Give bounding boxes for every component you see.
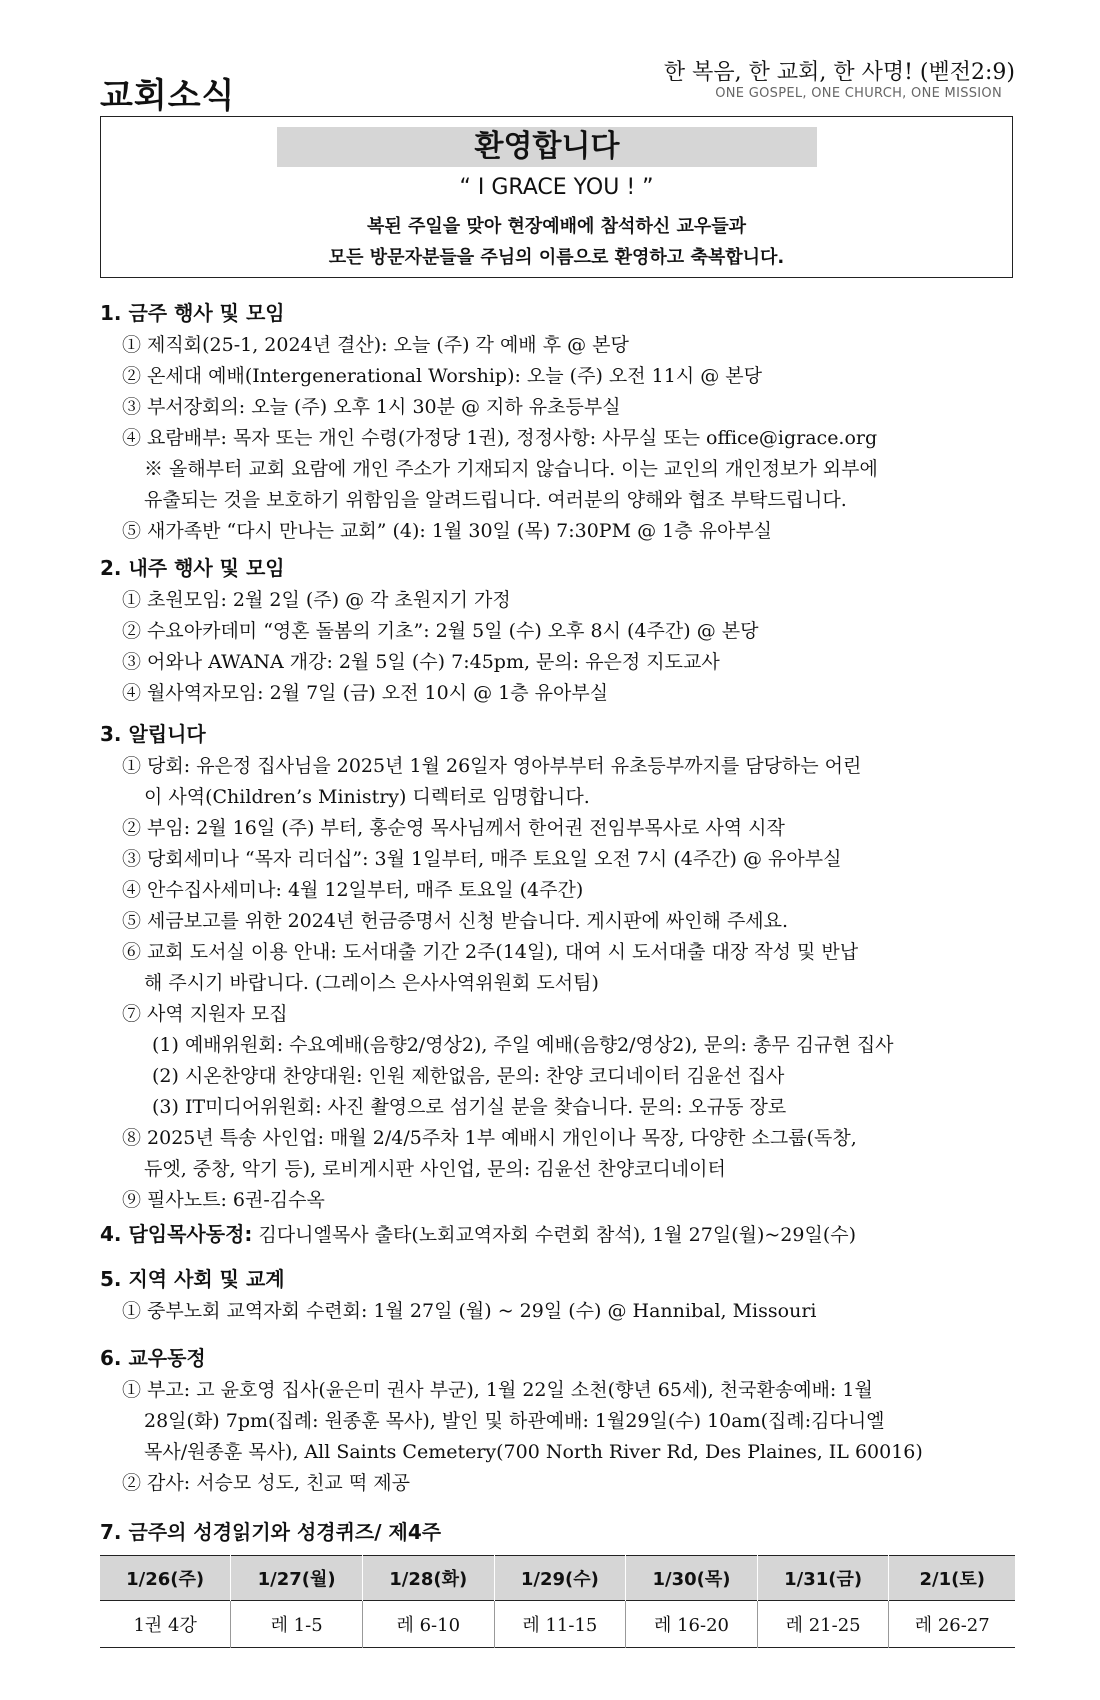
- list-item: ③ 당회세미나 “목자 리더십”: 3월 1일부터, 매주 토요일 오전 7시 (4주간) @ 유아부실: [122, 848, 842, 870]
- list-item: ⑧ 2025년 특송 사인업: 매월 2/4/5주차 1부 예배시 개인이나 목장, 다양한 소그룹(독창,: [122, 1127, 857, 1149]
- section-member-news: [100, 1344, 1020, 1499]
- welcome-box: [100, 116, 1013, 278]
- list-item: ② 감사: 서승모 성도, 친교 떡 제공: [122, 1472, 410, 1494]
- list-item: ④ 안수집사세미나: 4월 12일부터, 매주 토요일 (4주간): [122, 879, 584, 901]
- section-next-week-events: [100, 554, 1020, 709]
- section-heading: 1. 금주 행사 및 모임: [100, 301, 285, 325]
- welcome-message-line: 복된 주일을 맞아 현장예배에 참석하신 교우들과: [366, 216, 747, 237]
- table-header-cell: 1/29(수): [494, 1556, 626, 1601]
- table-cell: 레 1-5: [231, 1601, 363, 1648]
- bible-reading-table: [100, 1555, 1015, 1648]
- list-item-continued: 목사/원종훈 목사), All Saints Cemetery(700 North River Rd, Des Plaines, IL 60016): [144, 1441, 923, 1463]
- sub-list-item: (1) 예배위원회: 수요예배(음향2/영상2), 주일 예배(음향2/영상2), 문의: 총무 김규현 집사: [152, 1034, 894, 1056]
- table-header-cell: 1/31(금): [757, 1556, 889, 1601]
- motto: 한 복음, 한 교회, 한 사명! (벧전2:9): [663, 60, 1015, 85]
- list-item: ⑤ 세금보고를 위한 2024년 헌금증명서 신청 받습니다. 게시판에 싸인해 주세요.: [122, 910, 789, 932]
- list-item: ① 당회: 유은정 집사님을 2025년 1월 26일자 영아부부터 유초등부까지를 담당하는 어린: [122, 755, 862, 777]
- list-item-continued: 듀엣, 중창, 악기 등), 로비게시판 사인업, 문의: 김윤선 찬양코디네이터: [144, 1158, 726, 1180]
- list-item-continued: 이 사역(Children’s Ministry) 디렉터로 임명합니다.: [144, 786, 590, 808]
- section-heading: [100, 1220, 1020, 1251]
- motto-english: ONE GOSPEL, ONE CHURCH, ONE MISSION: [715, 86, 1002, 101]
- list-item: ① 중부노회 교역자회 수련회: 1월 27일 (월) ~ 29일 (수) @ Hannibal, Missouri: [122, 1300, 817, 1322]
- section-heading: 2. 내주 행사 및 모임: [100, 556, 285, 580]
- section-heading: 3. 알립니다: [100, 722, 206, 746]
- table-header-cell: 1/27(월): [231, 1556, 363, 1601]
- list-item: ② 부임: 2월 16일 (주) 부터, 홍순영 목사님께서 한어권 전임부목사로 사역 시작: [122, 817, 785, 839]
- table-cell: 레 16-20: [626, 1601, 758, 1648]
- table-header-cell: 1/26(주): [100, 1556, 231, 1601]
- section-heading-detail: 김다니엘목사 출타(노회교역자회 수련회 참석), 1월 27일(월)~29일(수): [252, 1224, 857, 1246]
- welcome-message-line: 모든 방문자분들을 주님의 이름으로 환영하고 축복합니다.: [328, 247, 785, 268]
- list-item: ③ 어와나 AWANA 개강: 2월 5일 (수) 7:45pm, 문의: 유은정 지도교사: [122, 651, 720, 673]
- section-heading: 5. 지역 사회 및 교계: [100, 1267, 285, 1291]
- table-cell: 레 6-10: [362, 1601, 494, 1648]
- sub-list-item: (3) IT미디어위원회: 사진 촬영으로 섬기실 분을 찾습니다. 문의: 오규동 장로: [152, 1096, 787, 1118]
- list-item: ② 수요아카데미 “영혼 돌봄의 기초”: 2월 5일 (수) 오후 8시 (4주간) @ 본당: [122, 620, 759, 642]
- table-cell: 레 21-25: [757, 1601, 889, 1648]
- list-item-note: ※ 올해부터 교회 요람에 개인 주소가 기재되지 않습니다. 이는 교인의 개인정보가 외부에: [144, 458, 878, 480]
- page-title: 교회소식: [100, 76, 236, 116]
- section-heading-label: 4. 담임목사동정:: [100, 1222, 253, 1246]
- table-header-cell: 1/28(화): [362, 1556, 494, 1601]
- section-this-week-events: [100, 299, 1020, 547]
- list-item: ① 제직회(25-1, 2024년 결산): 오늘 (주) 각 예배 후 @ 본당: [122, 334, 629, 356]
- section-bible-reading: [100, 1518, 1020, 1549]
- section-community: [100, 1265, 1020, 1327]
- list-item: ④ 요람배부: 목자 또는 개인 수령(가정당 1권), 정정사항: 사무실 또는 office@igrace.org: [122, 427, 878, 449]
- list-item: ⑤ 새가족반 “다시 만나는 교회” (4): 1월 30일 (목) 7:30PM @ 1층 유아부실: [122, 520, 773, 542]
- table-header-row: [100, 1556, 1015, 1601]
- list-item: ⑥ 교회 도서실 이용 안내: 도서대출 기간 2주(14일), 대여 시 도서대출 대장 작성 및 반납: [122, 941, 859, 963]
- table-row: [100, 1601, 1015, 1648]
- section-heading: 6. 교우동정: [100, 1346, 206, 1370]
- list-item: ⑨ 필사노트: 6권-김수옥: [122, 1189, 325, 1211]
- list-item-continued: 해 주시기 바랍니다. (그레이스 은사사역위원회 도서팀): [144, 972, 599, 994]
- welcome-title: 환영합니다: [277, 127, 817, 167]
- table-cell: 레 26-27: [889, 1601, 1015, 1648]
- list-item: ① 부고: 고 윤호영 집사(윤은미 권사 부군), 1월 22일 소천(향년 65세), 천국환송예배: 1월: [122, 1379, 873, 1401]
- list-item: ① 초원모임: 2월 2일 (주) @ 각 초원지기 가정: [122, 589, 511, 611]
- list-item: ⑦ 사역 지원자 모집: [122, 1003, 288, 1025]
- table-cell: 1권 4강: [100, 1601, 231, 1648]
- welcome-slogan: “ I GRACE YOU ! ”: [459, 175, 654, 200]
- list-item: ③ 부서장회의: 오늘 (주) 오후 1시 30분 @ 지하 유초등부실: [122, 396, 621, 418]
- section-announcements: [100, 720, 1020, 1216]
- sub-list-item: (2) 시온찬양대 찬양대원: 인원 제한없음, 문의: 찬양 코디네이터 김윤선 집사: [152, 1065, 785, 1087]
- table-header-cell: 2/1(토): [889, 1556, 1015, 1601]
- list-item: ④ 월사역자모임: 2월 7일 (금) 오전 10시 @ 1층 유아부실: [122, 682, 609, 704]
- list-item: ② 온세대 예배(Intergenerational Worship): 오늘 (주) 오전 11시 @ 본당: [122, 365, 762, 387]
- section-heading: 7. 금주의 성경읽기와 성경퀴즈/ 제4주: [100, 1520, 442, 1544]
- table-header-cell: 1/30(목): [626, 1556, 758, 1601]
- table-cell: 레 11-15: [494, 1601, 626, 1648]
- list-item-continued: 28일(화) 7pm(집례: 원종훈 목사), 발인 및 하관예배: 1월29일(수) 10am(집례:김다니엘: [144, 1410, 885, 1432]
- list-item-note: 유출되는 것을 보호하기 위함임을 알려드립니다. 여러분의 양해와 협조 부탁드립니다.: [144, 489, 847, 511]
- section-pastor-schedule: [100, 1220, 1020, 1251]
